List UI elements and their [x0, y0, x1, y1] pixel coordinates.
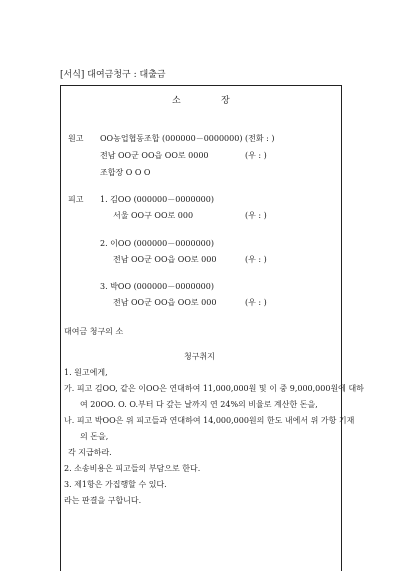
purpose-heading: 청구취지 [184, 352, 215, 361]
plaintiff-address: 전남 OO군 OO읍 OO로 0000 [100, 151, 209, 160]
defendant-3-address: 전남 OO군 OO읍 OO로 000 [113, 298, 217, 307]
defendant-label: 피고 [68, 195, 84, 204]
form-header: [서식] 대여금청구 : 대출금 [60, 70, 166, 80]
purpose-line: 라는 판결을 구합니다. [64, 496, 142, 505]
plaintiff-name: OO농업협동조합 (000000－0000000) (전화 : ) [100, 134, 275, 143]
defendant-1-name: 1. 김OO (000000－0000000) [100, 195, 214, 204]
defendant-2-postal: (우 : ) [245, 255, 267, 264]
purpose-line: 의 돈을, [80, 432, 109, 441]
purpose-line: 2. 소송비용은 피고들의 부담으로 한다. [64, 464, 201, 473]
title-char-2: 장 [221, 96, 230, 106]
purpose-line: 여 20OO. O. O.부터 다 갚는 날까지 연 24%의 비율로 계산한 돈을, [80, 400, 318, 409]
plaintiff-postal: (우 : ) [245, 151, 267, 160]
purpose-line: 3. 제1항은 가집행할 수 있다. [64, 480, 167, 489]
title-char-1: 소 [172, 96, 181, 106]
purpose-line: 각 지급하라. [68, 448, 112, 457]
defendant-3-postal: (우 : ) [245, 298, 267, 307]
plaintiff-label: 원고 [68, 134, 84, 143]
purpose-line: 가. 피고 김OO, 같은 이OO은 연대하여 11,000,000원 및 이 중 9,000,000원에 대하 [64, 384, 364, 393]
case-title: 대여금 청구의 소 [64, 327, 124, 336]
defendant-2-name: 2. 이OO (000000－0000000) [100, 239, 214, 248]
purpose-line: 나. 피고 박OO은 위 피고들과 연대하여 14,000,000원의 한도 내에서 위 가항 기재 [64, 416, 355, 425]
plaintiff-representative: 조합장 O O O [100, 168, 151, 177]
defendant-1-postal: (우 : ) [245, 211, 267, 220]
defendant-2-address: 전남 OO군 OO읍 OO로 000 [113, 255, 217, 264]
defendant-1-address: 서울 OO구 OO로 000 [113, 211, 194, 220]
defendant-3-name: 3. 박OO (000000－0000000) [100, 282, 214, 291]
purpose-line: 1. 원고에게, [64, 368, 108, 377]
